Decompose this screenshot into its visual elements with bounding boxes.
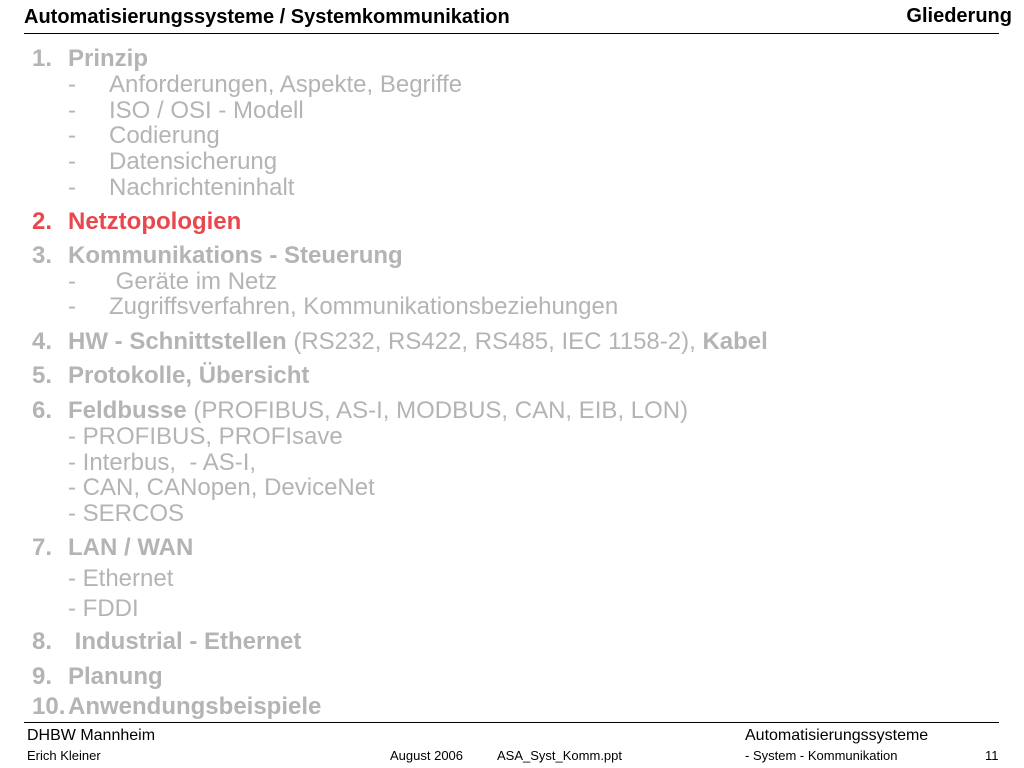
sub-item [68, 123, 220, 149]
outline-item-5 [32, 363, 309, 389]
header-divider [24, 33, 999, 34]
item-title: LAN / WAN [68, 534, 194, 561]
sub-item: - PROFIBUS, PROFIsave [68, 423, 343, 450]
footer-author: Erich Kleiner [27, 748, 101, 763]
item-detail: (RS232, RS422, RS485, IEC 1158-2), [286, 328, 703, 355]
item-title: Planung [68, 663, 163, 690]
item-number: 8. [32, 628, 53, 655]
footer-filename: ASA_Syst_Komm.ppt [497, 748, 622, 763]
item-number: 2. [32, 208, 53, 235]
outline-item-10 [32, 694, 321, 720]
sub-item [68, 294, 618, 320]
item-title: Netztopologien [68, 208, 242, 235]
outline-item-9 [32, 664, 163, 690]
outline-item-1 [32, 46, 148, 72]
sub-item-text: Geräte im Netz [109, 268, 278, 295]
sub-item [68, 269, 277, 295]
outline-item-8 [32, 629, 301, 655]
sub-item [68, 98, 304, 124]
outline-item-4 [32, 329, 768, 355]
item-number: 4. [32, 328, 53, 355]
item-title: Kommunikations - Steuerung [68, 242, 403, 269]
footer-course-sub: - System - Kommunikation [745, 748, 898, 763]
item-number: 3. [32, 242, 53, 269]
sub-item-text: ISO / OSI - Modell [109, 97, 304, 124]
item-title: Prinzip [68, 45, 149, 72]
sub-item: - SERCOS [68, 500, 185, 527]
slide-title: Automatisierungssysteme / Systemkommunikation [24, 6, 510, 28]
item-detail: (PROFIBUS, AS-I, MODBUS, CAN, EIB, LON) [186, 397, 689, 424]
section-label: Gliederung [906, 5, 1012, 27]
sub-item: - Ethernet [68, 565, 174, 592]
sub-item-text: Nachrichteninhalt [109, 174, 295, 201]
item-title: HW - Schnittstellen [68, 328, 287, 355]
item-number: 9. [32, 663, 53, 690]
sub-item: - FDDI [68, 595, 139, 622]
item-title-2: Kabel [702, 328, 768, 355]
outline-item-6 [32, 398, 688, 424]
item-number: 5. [32, 362, 53, 389]
footer-org: DHBW Mannheim [27, 727, 156, 744]
item-title: Feldbusse [68, 397, 187, 424]
sub-item-text: Anforderungen, Aspekte, Begriffe [109, 71, 463, 98]
dash-glyph: - [68, 174, 76, 201]
footer-course: Automatisierungssysteme [745, 727, 929, 744]
outline-item-7 [32, 535, 193, 561]
item-number: 6. [32, 397, 53, 424]
sub-item-text: Zugriffsverfahren, Kommunikationsbeziehungen [109, 293, 619, 320]
dash-glyph: - [68, 268, 76, 295]
sub-item [68, 72, 462, 98]
sub-item [68, 149, 277, 175]
sub-item-text: Codierung [109, 122, 220, 149]
sub-item-text: Datensicherung [109, 148, 278, 175]
footer-divider [24, 722, 999, 723]
dash-glyph: - [68, 71, 76, 98]
sub-item: - Interbus, - AS-I, [68, 449, 257, 476]
item-title: Anwendungsbeispiele [68, 693, 322, 720]
item-number: 7. [32, 534, 53, 561]
dash-glyph: - [68, 122, 76, 149]
item-number: 10. [32, 693, 66, 720]
outline-item-3 [32, 243, 403, 269]
item-title: Industrial - Ethernet [68, 628, 302, 655]
dash-glyph: - [68, 293, 76, 320]
item-title: Protokolle, Übersicht [68, 362, 310, 389]
footer-date: August 2006 [390, 748, 464, 763]
sub-item: - CAN, CANopen, DeviceNet [68, 474, 375, 501]
dash-glyph: - [68, 148, 76, 175]
item-number: 1. [32, 45, 53, 72]
dash-glyph: - [68, 97, 76, 124]
sub-item [68, 175, 294, 201]
footer-page-number: 11 [985, 748, 999, 763]
outline-item-2-active [32, 209, 241, 235]
